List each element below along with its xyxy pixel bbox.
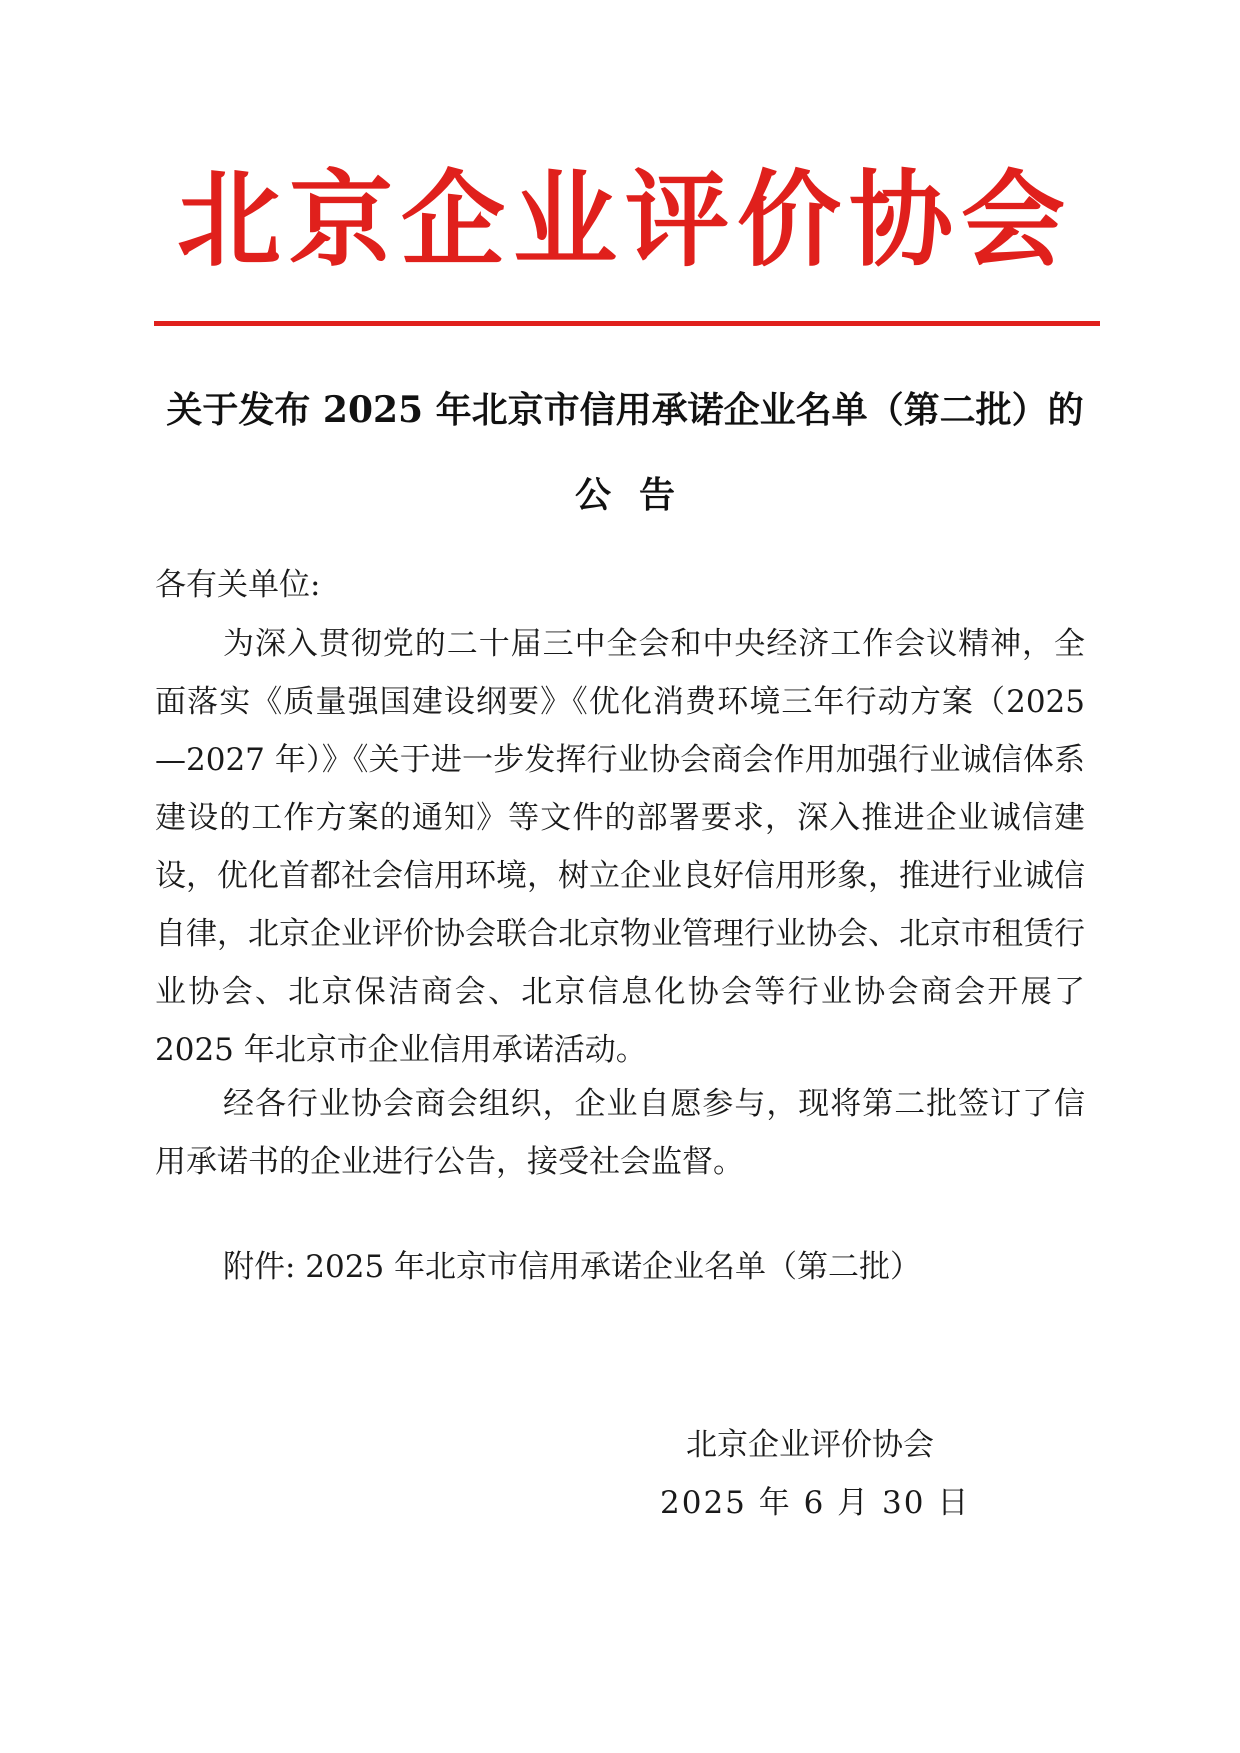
masthead-org-name: 北京企业评价协会 xyxy=(176,159,1073,281)
signature-organization: 北京企业评价协会 xyxy=(686,1427,934,1463)
signature-date: 2025 年 6 月 30 日 xyxy=(660,1485,971,1521)
salutation: 各有关单位: xyxy=(155,567,321,603)
document-title-line1: 关于发布 2025 年北京市信用承诺企业名单（第二批）的 xyxy=(166,389,1084,431)
body-paragraph-1: 为深入贯彻党的二十届三中全会和中央经济工作会议精神，全面落实《质量强国建设纲要》《优化消费环境三年行动方案（2025—2027 年）》《关于进一步发挥行业协会商会作用加强行业诚信体系建设的工作方案的通知》等文件的部署要求，深入推进企业诚信建设，优化首都社会信用环境，树立企业良好信用形象，推进行业诚信自律，北京企业评价协会联合北京物业管理行业协会、北京市租赁行业协会、北京保洁商会、北京信息化协会等行业协会商会开展了 2025 年北京市企业信用承诺活动。 xyxy=(155,626,1085,1068)
masthead-red-rule xyxy=(154,321,1100,326)
document-title-line2: 公告 xyxy=(574,474,703,516)
body-paragraph-2: 经各行业协会商会组织，企业自愿参与，现将第二批签订了信用承诺书的企业进行公告，接受社会监督。 xyxy=(155,1086,1085,1180)
attachment-note: 附件: 2025 年北京市信用承诺企业名单（第二批） xyxy=(223,1249,922,1285)
